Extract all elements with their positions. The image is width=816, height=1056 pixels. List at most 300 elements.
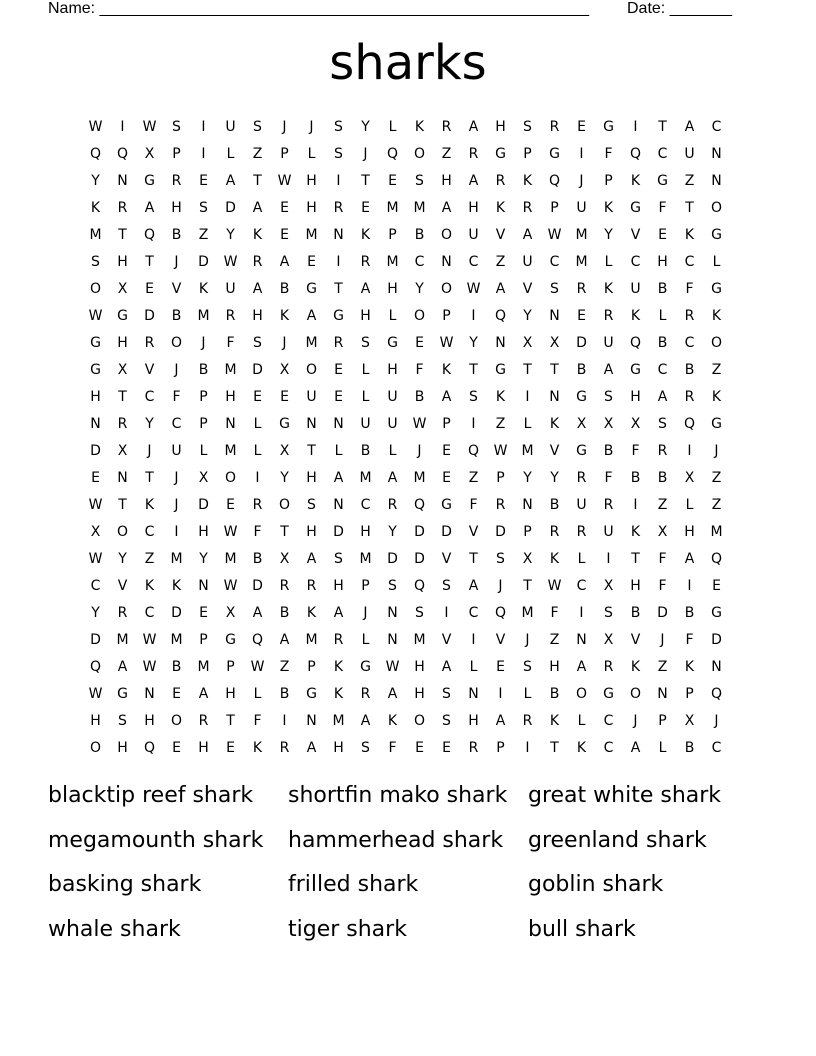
grid-letter: L: [523, 415, 532, 432]
grid-letter: X: [549, 334, 560, 351]
grid-letter: H: [387, 361, 398, 378]
grid-letter: G: [711, 280, 722, 297]
grid-letter: G: [279, 415, 290, 432]
grid-letter: Q: [89, 145, 102, 162]
grid-letter: S: [334, 550, 343, 567]
grid-letter: Z: [279, 658, 290, 675]
grid-letter: A: [360, 712, 371, 729]
grid-letter: A: [333, 604, 344, 621]
grid-letter: R: [684, 307, 695, 324]
grid-letter: K: [387, 712, 398, 729]
grid-letter: C: [360, 496, 371, 513]
grid-letter: N: [441, 253, 452, 270]
grid-letter: I: [336, 172, 341, 189]
grid-letter: D: [90, 442, 101, 459]
name-field-label: Name: _______________________________________________________: [48, 0, 589, 17]
grid-letter: C: [603, 739, 614, 756]
grid-letter: Y: [550, 469, 559, 486]
grid-letter: P: [199, 631, 208, 648]
grid-letter: Z: [657, 496, 668, 513]
grid-letter: G: [711, 226, 722, 243]
grid-letter: B: [630, 469, 641, 486]
grid-letter: I: [633, 496, 638, 513]
grid-letter: K: [630, 658, 641, 675]
grid-letter: E: [442, 469, 451, 486]
grid-letter: D: [252, 361, 263, 378]
grid-letter: E: [172, 685, 181, 702]
grid-letter: A: [360, 280, 371, 297]
grid-letter: N: [333, 415, 344, 432]
grid-letter: P: [199, 388, 208, 405]
grid-letter: C: [90, 577, 101, 594]
grid-letter: S: [415, 604, 424, 621]
grid-letter: E: [388, 172, 397, 189]
grid-letter: J: [633, 712, 638, 729]
grid-letter: G: [495, 361, 506, 378]
grid-letter: K: [441, 361, 452, 378]
grid-letter: I: [120, 118, 125, 135]
grid-letter: M: [224, 361, 237, 378]
grid-letter: X: [630, 415, 641, 432]
grid-letter: K: [630, 172, 641, 189]
grid-letter: N: [468, 685, 479, 702]
grid-letter: M: [359, 550, 372, 567]
word-bank-item: whale shark: [48, 916, 181, 942]
grid-letter: H: [144, 712, 155, 729]
grid-letter: U: [576, 496, 587, 513]
grid-letter: C: [468, 253, 479, 270]
word-bank-item: great white shark: [528, 783, 722, 808]
grid-letter: A: [468, 577, 479, 594]
grid-letter: S: [442, 685, 451, 702]
grid-letter: Z: [684, 172, 695, 189]
grid-letter: E: [442, 739, 451, 756]
grid-letter: K: [144, 577, 155, 594]
grid-letter: U: [522, 253, 533, 270]
grid-letter: Z: [198, 226, 209, 243]
grid-letter: D: [387, 550, 398, 567]
grid-letter: J: [417, 442, 422, 459]
grid-letter: R: [360, 253, 371, 270]
grid-letter: K: [711, 388, 722, 405]
grid-letter: O: [629, 685, 642, 702]
grid-letter: W: [493, 442, 508, 459]
grid-letter: M: [710, 523, 723, 540]
grid-letter: D: [657, 604, 668, 621]
grid-letter: P: [172, 145, 181, 162]
grid-letter: R: [684, 388, 695, 405]
grid-letter: N: [144, 685, 155, 702]
grid-letter: Z: [549, 631, 560, 648]
grid-letter: I: [525, 739, 530, 756]
grid-letter: N: [306, 415, 317, 432]
grid-letter: M: [413, 469, 426, 486]
grid-letter: H: [306, 172, 317, 189]
grid-letter: S: [307, 496, 316, 513]
grid-letter: E: [91, 469, 100, 486]
grid-letter: V: [144, 361, 155, 378]
grid-letter: W: [547, 226, 562, 243]
grid-letter: K: [576, 739, 587, 756]
grid-letter: Y: [145, 415, 154, 432]
grid-letter: H: [117, 739, 128, 756]
grid-letter: S: [388, 577, 397, 594]
grid-letter: C: [684, 334, 695, 351]
grid-letter: C: [657, 145, 668, 162]
grid-letter: Y: [226, 226, 235, 243]
grid-letter: E: [658, 226, 667, 243]
grid-letter: S: [361, 739, 370, 756]
grid-letter: M: [116, 631, 129, 648]
grid-letter: B: [657, 469, 668, 486]
grid-letter: B: [657, 334, 668, 351]
grid-letter: E: [361, 199, 370, 216]
grid-letter: H: [414, 658, 425, 675]
grid-letter: Z: [468, 469, 479, 486]
grid-letter: L: [361, 631, 370, 648]
grid-letter: H: [225, 388, 236, 405]
grid-letter: R: [360, 685, 371, 702]
grid-letter: Q: [629, 334, 642, 351]
grid-letter: A: [495, 712, 506, 729]
grid-letter: K: [549, 415, 560, 432]
grid-letter: R: [198, 712, 209, 729]
grid-letter: Q: [386, 145, 399, 162]
grid-letter: A: [306, 550, 317, 567]
grid-letter: S: [550, 280, 559, 297]
grid-letter: W: [223, 523, 238, 540]
grid-letter: A: [144, 199, 155, 216]
grid-letter: W: [88, 118, 103, 135]
grid-letter: Y: [388, 523, 397, 540]
grid-letter: H: [387, 280, 398, 297]
grid-letter: T: [334, 280, 343, 297]
grid-letter: D: [171, 604, 182, 621]
grid-letter: I: [687, 442, 692, 459]
grid-letter: C: [468, 604, 479, 621]
grid-letter: B: [549, 685, 560, 702]
grid-letter: L: [658, 307, 667, 324]
grid-letter: I: [174, 523, 179, 540]
grid-letter: W: [88, 550, 103, 567]
grid-letter: J: [498, 577, 503, 594]
grid-letter: H: [360, 307, 371, 324]
grid-letter: P: [199, 415, 208, 432]
grid-letter: V: [468, 523, 479, 540]
date-field-label: Date: _______: [627, 0, 732, 17]
grid-letter: V: [522, 280, 533, 297]
grid-letter: D: [441, 523, 452, 540]
grid-letter: U: [225, 118, 236, 135]
grid-letter: N: [117, 172, 128, 189]
grid-letter: M: [224, 442, 237, 459]
grid-letter: F: [550, 604, 559, 621]
grid-letter: G: [549, 145, 560, 162]
grid-letter: Z: [252, 145, 263, 162]
grid-letter: H: [306, 469, 317, 486]
grid-letter: L: [361, 388, 370, 405]
grid-letter: E: [199, 172, 208, 189]
grid-letter: K: [630, 307, 641, 324]
grid-letter: M: [305, 631, 318, 648]
grid-letter: I: [201, 145, 206, 162]
grid-letter: B: [684, 739, 695, 756]
grid-letter: Z: [495, 415, 506, 432]
grid-letter: O: [170, 334, 183, 351]
grid-letter: M: [224, 550, 237, 567]
grid-letter: I: [336, 253, 341, 270]
grid-letter: Y: [523, 469, 532, 486]
grid-letter: A: [684, 118, 695, 135]
grid-letter: N: [387, 604, 398, 621]
grid-letter: J: [174, 361, 179, 378]
grid-letter: X: [657, 523, 668, 540]
grid-letter: Q: [143, 739, 156, 756]
grid-letter: H: [630, 388, 641, 405]
grid-letter: C: [711, 739, 722, 756]
grid-letter: X: [522, 550, 533, 567]
grid-letter: T: [145, 253, 154, 270]
grid-letter: J: [363, 145, 368, 162]
grid-letter: W: [223, 577, 238, 594]
grid-letter: M: [197, 658, 210, 675]
grid-letter: M: [197, 307, 210, 324]
grid-letter: W: [466, 280, 481, 297]
grid-letter: S: [658, 415, 667, 432]
grid-letter: E: [226, 496, 235, 513]
grid-letter: S: [604, 604, 613, 621]
grid-letter: M: [305, 226, 318, 243]
grid-letter: W: [250, 658, 265, 675]
grid-letter: U: [360, 415, 371, 432]
grid-letter: O: [413, 307, 426, 324]
grid-letter: Q: [467, 442, 480, 459]
grid-letter: B: [603, 442, 614, 459]
grid-letter: N: [306, 712, 317, 729]
grid-letter: F: [172, 388, 181, 405]
grid-letter: R: [225, 307, 236, 324]
grid-letter: R: [333, 199, 344, 216]
grid-letter: D: [576, 334, 587, 351]
grid-letter: R: [603, 307, 614, 324]
grid-letter: M: [170, 631, 183, 648]
grid-letter: T: [253, 172, 262, 189]
grid-letter: G: [495, 145, 506, 162]
grid-letter: F: [226, 334, 235, 351]
grid-letter: L: [712, 253, 721, 270]
grid-letter: T: [118, 496, 127, 513]
grid-letter: S: [496, 550, 505, 567]
grid-letter: E: [280, 226, 289, 243]
grid-letter: I: [201, 118, 206, 135]
grid-letter: K: [252, 226, 263, 243]
grid-letter: O: [305, 361, 318, 378]
grid-letter: K: [603, 199, 614, 216]
grid-letter: E: [280, 199, 289, 216]
grid-letter: N: [333, 226, 344, 243]
grid-letter: H: [684, 523, 695, 540]
grid-letter: M: [413, 631, 426, 648]
grid-letter: E: [577, 118, 586, 135]
grid-letter: E: [280, 388, 289, 405]
grid-letter: T: [226, 712, 235, 729]
grid-letter: G: [306, 280, 317, 297]
grid-letter: H: [657, 253, 668, 270]
grid-letter: W: [223, 253, 238, 270]
grid-letter: L: [361, 361, 370, 378]
grid-letter: E: [307, 253, 316, 270]
grid-letter: K: [495, 199, 506, 216]
grid-letter: W: [88, 307, 103, 324]
word-bank-item: goblin shark: [528, 872, 664, 897]
grid-letter: O: [575, 685, 588, 702]
grid-letter: Y: [199, 550, 208, 567]
grid-letter: G: [117, 685, 128, 702]
grid-letter: T: [550, 739, 559, 756]
grid-letter: G: [441, 496, 452, 513]
grid-letter: Y: [280, 469, 289, 486]
grid-letter: K: [171, 577, 182, 594]
grid-letter: I: [498, 685, 503, 702]
grid-letter: S: [253, 334, 262, 351]
grid-letter: R: [279, 739, 290, 756]
grid-letter: A: [252, 199, 263, 216]
grid-letter: M: [386, 199, 399, 216]
grid-letter: J: [579, 172, 584, 189]
grid-letter: D: [414, 523, 425, 540]
grid-letter: R: [387, 496, 398, 513]
grid-letter: E: [415, 334, 424, 351]
grid-letter: S: [469, 388, 478, 405]
grid-letter: A: [306, 307, 317, 324]
grid-letter: M: [170, 550, 183, 567]
grid-letter: R: [468, 145, 479, 162]
grid-letter: L: [334, 442, 343, 459]
grid-letter: E: [442, 442, 451, 459]
grid-letter: D: [225, 199, 236, 216]
grid-letter: Y: [91, 172, 100, 189]
grid-letter: V: [630, 226, 641, 243]
grid-letter: G: [306, 685, 317, 702]
grid-letter: Z: [495, 253, 506, 270]
grid-letter: R: [576, 469, 587, 486]
grid-letter: L: [388, 307, 397, 324]
grid-letter: A: [522, 226, 533, 243]
grid-letter: S: [442, 577, 451, 594]
grid-letter: Q: [413, 496, 426, 513]
grid-letter: D: [198, 496, 209, 513]
grid-letter: C: [549, 253, 560, 270]
grid-letter: R: [441, 118, 452, 135]
grid-letter: N: [711, 172, 722, 189]
grid-letter: F: [604, 145, 613, 162]
word-bank-item: frilled shark: [288, 872, 419, 897]
grid-letter: T: [307, 442, 316, 459]
grid-letter: R: [522, 712, 533, 729]
grid-letter: C: [144, 604, 155, 621]
grid-letter: H: [171, 199, 182, 216]
grid-letter: W: [385, 658, 400, 675]
grid-letter: O: [440, 226, 453, 243]
grid-letter: Q: [116, 145, 129, 162]
word-search-grid: [82, 113, 730, 761]
grid-letter: W: [547, 577, 562, 594]
grid-letter: B: [414, 388, 425, 405]
grid-letter: I: [471, 415, 476, 432]
grid-letter: P: [496, 739, 505, 756]
grid-letter: K: [333, 685, 344, 702]
grid-letter: R: [144, 334, 155, 351]
grid-letter: K: [549, 550, 560, 567]
grid-letter: A: [495, 280, 506, 297]
grid-letter: I: [633, 118, 638, 135]
grid-letter: U: [306, 388, 317, 405]
grid-letter: D: [495, 523, 506, 540]
grid-letter: M: [332, 712, 345, 729]
grid-letter: U: [171, 442, 182, 459]
grid-letter: L: [253, 415, 262, 432]
grid-letter: R: [495, 496, 506, 513]
grid-letter: G: [657, 172, 668, 189]
grid-letter: H: [333, 577, 344, 594]
grid-letter: U: [684, 145, 695, 162]
grid-letter: E: [415, 739, 424, 756]
grid-letter: J: [660, 631, 665, 648]
grid-letter: B: [279, 280, 290, 297]
grid-letter: Z: [711, 469, 722, 486]
grid-letter: W: [142, 631, 157, 648]
grid-letter: R: [603, 658, 614, 675]
grid-letter: H: [468, 712, 479, 729]
grid-letter: N: [333, 496, 344, 513]
grid-letter: X: [279, 550, 290, 567]
word-bank: [48, 778, 768, 956]
grid-letter: M: [521, 604, 534, 621]
grid-letter: Q: [143, 226, 156, 243]
grid-letter: A: [333, 469, 344, 486]
grid-letter: L: [685, 496, 694, 513]
grid-letter: H: [117, 334, 128, 351]
grid-letter: B: [657, 280, 668, 297]
grid-letter: Y: [118, 550, 127, 567]
grid-letter: A: [252, 280, 263, 297]
grid-letter: M: [575, 253, 588, 270]
grid-letter: Q: [494, 604, 507, 621]
grid-letter: G: [576, 388, 587, 405]
grid-letter: A: [225, 172, 236, 189]
grid-letter: J: [282, 118, 287, 135]
grid-letter: U: [387, 388, 398, 405]
word-bank-item: greenland shark: [528, 827, 707, 853]
grid-letter: T: [469, 361, 478, 378]
grid-letter: A: [387, 469, 398, 486]
grid-letter: K: [90, 199, 101, 216]
grid-letter: G: [387, 334, 398, 351]
grid-letter: D: [711, 631, 722, 648]
grid-letter: R: [657, 442, 668, 459]
grid-letter: F: [604, 469, 613, 486]
grid-letter: E: [334, 361, 343, 378]
grid-letter: L: [199, 442, 208, 459]
grid-letter: Y: [91, 604, 100, 621]
grid-letter: U: [468, 226, 479, 243]
grid-letter: S: [604, 388, 613, 405]
grid-letter: A: [252, 604, 263, 621]
grid-letter: N: [495, 334, 506, 351]
grid-letter: J: [174, 496, 179, 513]
grid-letter: H: [252, 307, 263, 324]
grid-letter: E: [145, 280, 154, 297]
